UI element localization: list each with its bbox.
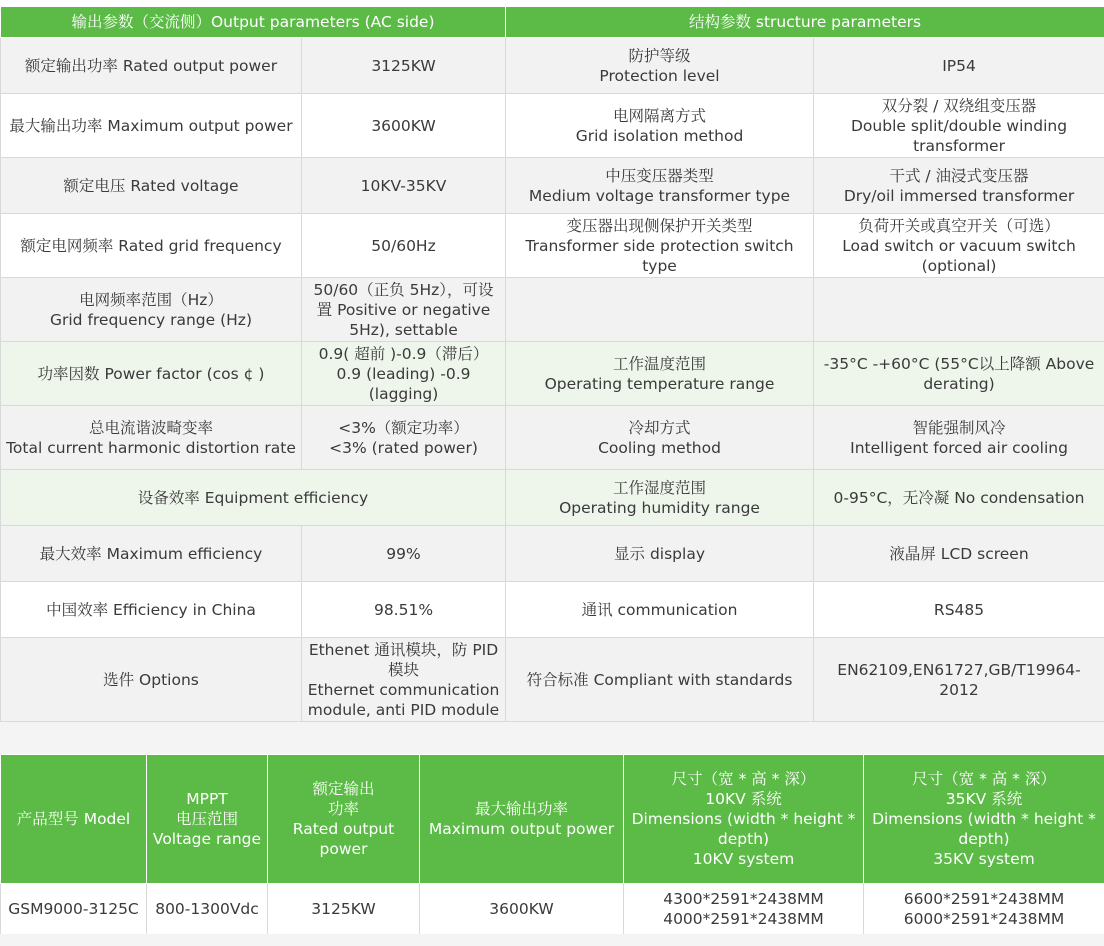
param-value: 负荷开关或真空开关（可选） Load switch or vacuum switch (optional) [814, 214, 1104, 278]
param-label: 通讯 communication [506, 582, 814, 638]
param-value: 0-95°C，无冷凝 No condensation [814, 470, 1104, 526]
param-value: 双分裂 / 双绕组变压器 Double split/double winding transformer [814, 94, 1104, 158]
model-header-row [1, 755, 1104, 884]
param-value: 3125KW [302, 38, 506, 94]
param-label: 总电流谐波畸变率 Total current harmonic distortion rate [1, 406, 302, 470]
param-label: 中压变压器类型 Medium voltage transformer type [506, 158, 814, 214]
spec-table [0, 6, 1104, 722]
param-label: 符合标准 Compliant with standards [506, 638, 814, 722]
param-value: 干式 / 油浸式变压器 Dry/oil immersed transformer [814, 158, 1104, 214]
spec-row [1, 406, 1104, 470]
param-value: 99% [302, 526, 506, 582]
param-label: 中国效率 Efficiency in China [1, 582, 302, 638]
efficiency-section-label: 设备效率 Equipment efficiency [1, 470, 506, 526]
output-params-header: 输出参数（交流侧）Output parameters (AC side) [1, 7, 506, 38]
param-label: 电网频率范围（Hz） Grid frequency range (Hz) [1, 278, 302, 342]
spec-row [1, 470, 1104, 526]
param-value [814, 278, 1104, 342]
param-value: 液晶屏 LCD screen [814, 526, 1104, 582]
spec-row [1, 638, 1104, 722]
param-label: 功率因数 Power factor (cos ¢ ) [1, 342, 302, 406]
param-label: 工作湿度范围 Operating humidity range [506, 470, 814, 526]
voltage-range-cell: 800-1300Vdc [147, 884, 268, 935]
dimensions-35kv-cell: 6600*2591*2438MM 6000*2591*2438MM [864, 884, 1104, 935]
rated-power-column-header: 额定输出 功率 Rated output power [268, 755, 420, 884]
param-value: Ethenet 通讯模块，防 PID 模块 Ethernet communication module, anti PID module [302, 638, 506, 722]
max-power-cell: 3600KW [420, 884, 624, 935]
spec-row [1, 214, 1104, 278]
spec-row [1, 582, 1104, 638]
max-power-column-header: 最大输出功率 Maximum output power [420, 755, 624, 884]
bottom-strip [0, 934, 1104, 946]
spec-header-row [1, 7, 1104, 38]
spec-row [1, 342, 1104, 406]
param-label: 额定电压 Rated voltage [1, 158, 302, 214]
param-value: 50/60（正负 5Hz），可设置 Positive or negative 5Hz), settable [302, 278, 506, 342]
param-label: 冷却方式 Cooling method [506, 406, 814, 470]
param-label: 额定电网频率 Rated grid frequency [1, 214, 302, 278]
param-label: 最大输出功率 Maximum output power [1, 94, 302, 158]
param-label: 防护等级 Protection level [506, 38, 814, 94]
table-row [1, 884, 1104, 935]
param-value: IP54 [814, 38, 1104, 94]
model-table [0, 754, 1104, 935]
param-value: RS485 [814, 582, 1104, 638]
param-value: 3600KW [302, 94, 506, 158]
model-cell: GSM9000-3125C [1, 884, 147, 935]
param-value: -35°C -+60°C (55°C以上降额 Above derating) [814, 342, 1104, 406]
param-value: 50/60Hz [302, 214, 506, 278]
param-label: 额定输出功率 Rated output power [1, 38, 302, 94]
structure-params-header: 结构参数 structure parameters [506, 7, 1104, 38]
param-label: 变压器出现侧保护开关类型 Transformer side protection switch type [506, 214, 814, 278]
spec-row [1, 158, 1104, 214]
mppt-column-header: MPPT 电压范围 Voltage range [147, 755, 268, 884]
param-value: 智能强制风冷 Intelligent forced air cooling [814, 406, 1104, 470]
param-value: 98.51% [302, 582, 506, 638]
spec-row [1, 38, 1104, 94]
rated-power-cell: 3125KW [268, 884, 420, 935]
param-value: <3%（额定功率） <3% (rated power) [302, 406, 506, 470]
dimensions-10kv-cell: 4300*2591*2438MM 4000*2591*2438MM [624, 884, 864, 935]
param-label: 显示 display [506, 526, 814, 582]
param-value: EN62109,EN61727,GB/T19964-2012 [814, 638, 1104, 722]
param-label [506, 278, 814, 342]
param-label: 工作温度范围 Operating temperature range [506, 342, 814, 406]
spec-row [1, 278, 1104, 342]
param-label: 选件 Options [1, 638, 302, 722]
param-label: 电网隔离方式 Grid isolation method [506, 94, 814, 158]
spec-row [1, 526, 1104, 582]
param-label: 最大效率 Maximum efficiency [1, 526, 302, 582]
spec-row [1, 94, 1104, 158]
dimensions-35kv-column-header: 尺寸（宽 * 高 * 深） 35KV 系统 Dimensions (width * height * depth) 35KV system [864, 755, 1104, 884]
param-value: 10KV-35KV [302, 158, 506, 214]
model-column-header: 产品型号 Model [1, 755, 147, 884]
section-divider [0, 722, 1104, 754]
param-value: 0.9( 超前 )-0.9（滞后） 0.9 (leading) -0.9 (lagging) [302, 342, 506, 406]
dimensions-10kv-column-header: 尺寸（宽 * 高 * 深） 10KV 系统 Dimensions (width * height * depth) 10KV system [624, 755, 864, 884]
